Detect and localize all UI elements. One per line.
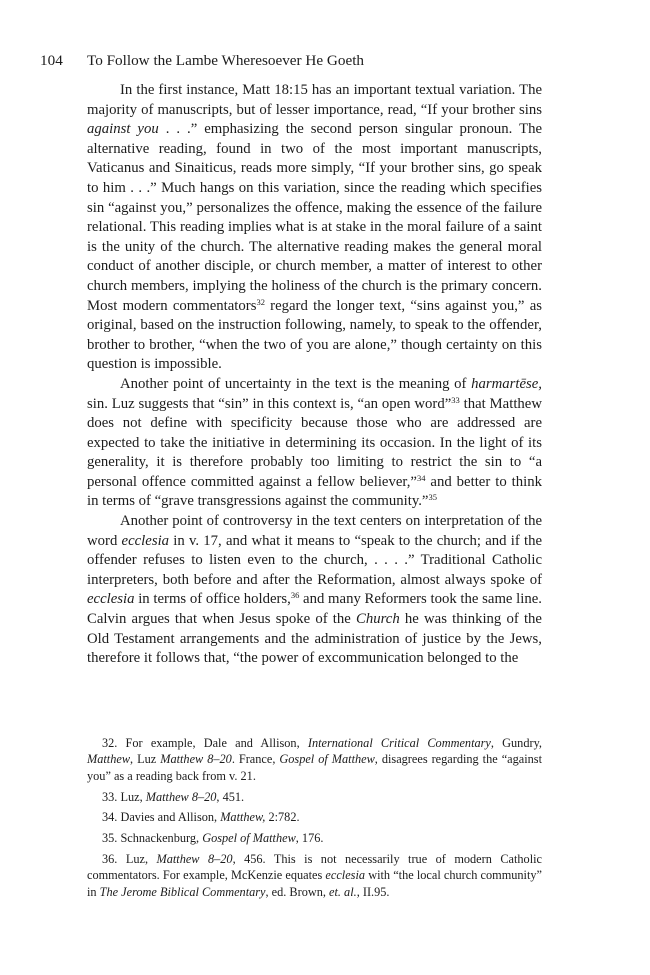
italic-run: ecclesia — [121, 532, 170, 549]
italic-run: Matthew — [87, 752, 131, 767]
footnote-ref-33[interactable]: 33 — [451, 394, 460, 405]
italic-run: Matthew 8–20 — [160, 752, 232, 767]
text-run: in v. 17, and what it means to “speak to the church; and if the offender refuses to listen even to the church, . . . .” Traditional Catholic interpreters, both before and after the Reformation, almost always spoke of — [87, 532, 542, 588]
text-run: and many Reformers took the same line. Calvin argues that when Jesus spoke of the — [87, 591, 542, 628]
italic-run: Matthew 8–20 — [145, 789, 217, 804]
text-run: . France, — [231, 752, 280, 767]
italic-run: International Critical Commentary — [307, 736, 491, 750]
text-run: , ed. Brown, — [265, 884, 330, 899]
italic-run: Church — [356, 611, 400, 628]
italic-run: harmartēse, — [471, 375, 542, 392]
text-run: 33. Luz, — [102, 789, 146, 804]
text-run: Another point of uncertainty in the text is the meaning of — [120, 375, 472, 392]
text-run: that Matthew does not define with specificity because those who are addressed are expected to take the initiative in determining its occasion. In the light of its generality, it is therefore probably too limiting to restrict the sin to “a personal offence committed against a fellow believer,” — [87, 395, 542, 490]
text-run: , disagrees regarding the “against you” as a reading back from v. 21. — [87, 752, 542, 783]
text-run: 36. Luz, — [102, 852, 157, 866]
footnote-36 — [87, 851, 542, 900]
text-run: in terms of office holders, — [134, 591, 291, 608]
text-run: regard the longer text, “sins against you,” as original, based on the instruction following, namely, to speak to the offender, brother to brother, “when the two of you are alone,” though certainty on this question is impossible. — [87, 297, 542, 373]
page-number: 104 — [40, 52, 63, 69]
italic-run: ecclesia — [325, 868, 366, 883]
text-run: , Gundry, — [490, 736, 542, 750]
text-run: , 176. — [295, 831, 324, 846]
footnote-ref-36[interactable]: 36 — [290, 590, 300, 601]
footnote-33 — [87, 789, 542, 805]
text-run: sin. Luz suggests that “sin” in this context is, “an open word” — [87, 395, 452, 412]
text-run: 32. For example, Dale and Allison, — [102, 736, 308, 750]
text-run: Another point of controversy in the text centers on interpretation of the word — [87, 513, 542, 549]
text-run: and better to think in terms of “grave transgressions against the community.” — [87, 473, 542, 510]
footnote-ref-34[interactable]: 34 — [416, 472, 426, 483]
footnote-32 — [87, 735, 542, 784]
footnote-ref-35[interactable]: 35 — [428, 492, 437, 503]
italic-run: Gospel of Matthew — [202, 831, 296, 846]
text-run: with “the local church community” in — [87, 868, 542, 899]
text-run: 34. Davies and Allison, — [102, 810, 221, 825]
footnote-34 — [87, 809, 542, 825]
italic-run: ecclesia — [87, 591, 135, 608]
text-run: he was thinking of the Old Testament arrangements and the administration of justice by the Jews, therefore it follows that, “the power of excommunication belonged to the — [87, 611, 542, 667]
text-run: , Luz — [130, 752, 161, 767]
italic-run: Gospel of Matthew — [279, 752, 375, 767]
running-header — [40, 51, 560, 71]
italic-run: The Jerome Biblical Commentary — [99, 884, 266, 899]
running-title: To Follow the Lambe Wheresoever He Goeth — [87, 52, 365, 69]
italic-run: against you — [87, 121, 159, 138]
text-run: . . .” emphasizing the second person singular pronoun. The alternative reading, found in two of the most important manuscripts, Vaticanus and Sinaiticus, reads more simply, “If your brother sins, go speak to him . . .” Much hangs on this variation, since the reading which specifies sin “against you,” personalizes the offence, making the essence of the failure relational. This reading implies what is at stake in the moral failure of a saint is the unity of the church. The alternative reading makes the general moral conduct of another disciple, or church member, a matter of interest to other church members, implying the holiness of the church is the primary concern. Most modern commentators — [87, 121, 543, 314]
paragraph-3 — [87, 512, 542, 669]
text-run: 2:782. — [265, 810, 300, 825]
italic-run: Matthew 8–20 — [156, 852, 233, 866]
footnote-35 — [87, 830, 542, 846]
paragraph-1 — [87, 81, 542, 375]
text-run: 35. Schnackenburg, — [102, 831, 203, 846]
text-run: , 451. — [216, 789, 245, 804]
italic-run: et. al. — [329, 884, 357, 899]
footnotes — [87, 735, 542, 905]
paragraph-2 — [87, 375, 542, 512]
text-run: , II.95. — [356, 884, 390, 899]
footnote-ref-32[interactable]: 32 — [256, 296, 265, 307]
text-run: , 456. This is not necessarily true of modern Catholic commentators. For example, McKenzie equates — [87, 852, 542, 883]
italic-run: Matthew, — [220, 810, 266, 825]
text-run: In the first instance, Matt 18:15 has an important textual variation. The majority of manuscripts, but of lesser importance, read, “If your brother sins — [87, 82, 542, 118]
main-text — [87, 81, 542, 669]
